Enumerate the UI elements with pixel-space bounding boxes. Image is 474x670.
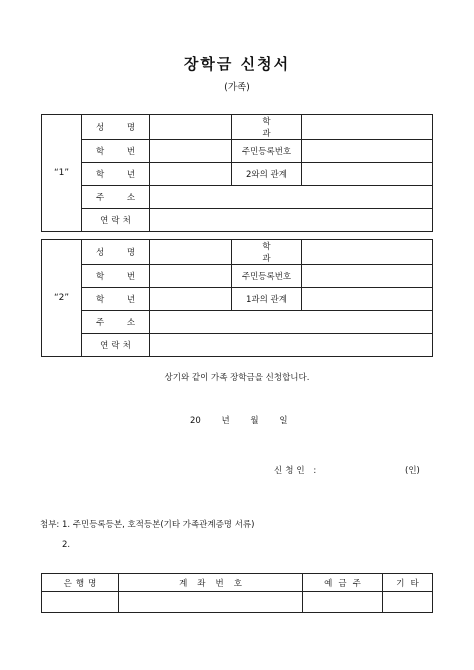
member-1-name-label: 성 명 <box>82 115 150 140</box>
member-1-student-id-field[interactable] <box>150 140 232 163</box>
member-1-resident-number-field[interactable] <box>302 140 433 163</box>
member-2-relation-label: 1과의 관계 <box>232 288 302 311</box>
member-2-dept-label: 학 과 <box>232 240 302 265</box>
applicant-label: 신청인 : <box>274 466 320 476</box>
attachment-line-2: 2. <box>62 540 71 550</box>
member-2-resident-number-label: 주민등록번호 <box>232 265 302 288</box>
member-2-name-field[interactable] <box>150 240 232 265</box>
member-2-year-label: 학 년 <box>82 288 150 311</box>
member-2-name-label: 성 명 <box>82 240 150 265</box>
date-line: 20 년 월 일 <box>190 416 288 426</box>
account-number-field[interactable] <box>119 592 303 613</box>
member-2-number: “2” <box>42 240 82 357</box>
member-1-resident-number-label: 주민등록번호 <box>232 140 302 163</box>
form-subtitle: (가족) <box>224 82 250 93</box>
bank-account-table <box>41 573 433 613</box>
member-2-year-field[interactable] <box>150 288 232 311</box>
member-1-student-id-label: 학 번 <box>82 140 150 163</box>
member-2-table <box>41 239 433 357</box>
bank-name-field[interactable] <box>42 592 119 613</box>
other-field[interactable] <box>383 592 433 613</box>
member-1-contact-label: 연락처 <box>82 209 150 232</box>
account-number-header: 계좌번호 <box>119 574 303 592</box>
other-header: 기타 <box>383 574 433 592</box>
member-1-dept-field[interactable] <box>302 115 433 140</box>
member-2-contact-label: 연락처 <box>82 334 150 357</box>
member-1-year-field[interactable] <box>150 163 232 186</box>
member-2-dept-field[interactable] <box>302 240 433 265</box>
attachment-line-1: 첨부: 1. 주민등록등본, 호적등본(기타 가족관계증명 서류) <box>40 520 255 530</box>
member-2-address-label: 주 소 <box>82 311 150 334</box>
member-2-relation-field[interactable] <box>302 288 433 311</box>
member-1-number: “1” <box>42 115 82 232</box>
member-1-table <box>41 114 433 232</box>
member-2-student-id-field[interactable] <box>150 265 232 288</box>
account-holder-field[interactable] <box>303 592 383 613</box>
seal-label: (인) <box>405 466 420 476</box>
member-2-student-id-label: 학 번 <box>82 265 150 288</box>
member-1-address-field[interactable] <box>150 186 433 209</box>
application-statement: 상기와 같이 가족 장학금을 신청합니다. <box>164 373 310 383</box>
member-1-dept-label: 학 과 <box>232 115 302 140</box>
member-1-address-label: 주 소 <box>82 186 150 209</box>
member-1-relation-label: 2와의 관계 <box>232 163 302 186</box>
bank-name-header: 은행명 <box>42 574 119 592</box>
member-1-relation-field[interactable] <box>302 163 433 186</box>
form-title: 장학금 신청서 <box>183 55 291 73</box>
member-1-contact-field[interactable] <box>150 209 433 232</box>
account-holder-header: 예금주 <box>303 574 383 592</box>
member-2-contact-field[interactable] <box>150 334 433 357</box>
member-1-year-label: 학 년 <box>82 163 150 186</box>
member-2-address-field[interactable] <box>150 311 433 334</box>
member-2-resident-number-field[interactable] <box>302 265 433 288</box>
member-1-name-field[interactable] <box>150 115 232 140</box>
